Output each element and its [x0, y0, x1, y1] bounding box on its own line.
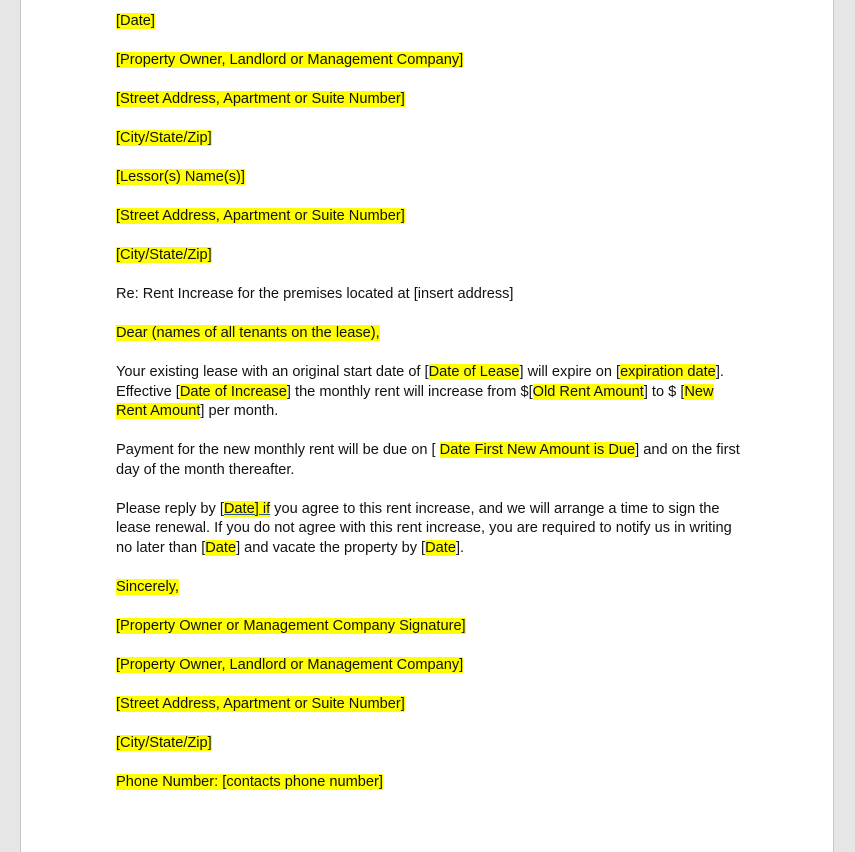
expiration-date-placeholder: expiration date [620, 364, 716, 380]
signer-owner-placeholder: [Property Owner, Landlord or Management Company] [116, 656, 464, 673]
sender-owner-placeholder: [Property Owner, Landlord or Management Company] [116, 52, 464, 68]
sender-street-line [116, 90, 741, 110]
closing-placeholder: Sincerely, [116, 578, 179, 595]
sender-owner-line [116, 51, 741, 71]
date-line [116, 12, 741, 32]
recipient-name-line [116, 168, 741, 188]
reply-text-2: you agree to this rent increase, and we will arrange a time to sign the lease renewal. If you do not agree with this rent increase, you are required to notify us in writing no later than [ [116, 500, 732, 556]
vacate-date-placeholder: Date [425, 539, 456, 556]
recipient-city-line [116, 246, 741, 266]
lease-text-4: ] the monthly rent will increase from $[ [286, 383, 533, 400]
lease-paragraph [116, 363, 741, 422]
recipient-name-placeholder: [Lessor(s) Name(s)] [116, 169, 245, 185]
notify-date-placeholder: Date [205, 539, 237, 556]
reply-paragraph [116, 500, 741, 559]
reply-text-4: ]. [455, 539, 465, 556]
reply-date-placeholder: Date] if [223, 500, 271, 517]
date-of-increase-placeholder: Date of Increase [179, 383, 287, 400]
reply-text-1: Please reply by [ [116, 500, 224, 517]
recipient-street-placeholder: [Street Address, Apartment or Suite Number] [116, 208, 405, 224]
lease-text-3: ]. Effective [ [116, 364, 724, 400]
document-page [20, 0, 834, 852]
lease-text-6: ] per month. [200, 403, 279, 419]
signature-placeholder: [Property Owner or Management Company Signature] [116, 617, 466, 634]
payment-text-1: Payment for the new monthly rent will be due on [ [116, 442, 440, 458]
signer-street-line [116, 695, 741, 715]
date-placeholder: [Date] [116, 13, 155, 29]
signer-street-placeholder: [Street Address, Apartment or Suite Number] [116, 695, 405, 712]
signature-line [116, 617, 741, 637]
signer-city-placeholder: [City/State/Zip] [116, 734, 212, 751]
sender-city-placeholder: [City/State/Zip] [116, 130, 212, 146]
re-line: Re: Rent Increase for the premises located at [insert address] [116, 286, 514, 302]
signer-owner-line [116, 656, 741, 676]
reply-text-3: ] and vacate the property by [ [236, 539, 426, 556]
lease-text-5: ] to $ [ [643, 383, 685, 400]
old-rent-placeholder: Old Rent Amount [532, 383, 644, 400]
payment-text-2: ] and on the first day of the month thereafter. [116, 442, 740, 478]
date-of-lease-placeholder: Date of Lease [428, 364, 520, 380]
sender-street-placeholder: [Street Address, Apartment or Suite Number] [116, 91, 405, 107]
new-rent-placeholder: New Rent Amount [116, 383, 714, 419]
recipient-street-line [116, 207, 741, 227]
closing-line [116, 578, 741, 598]
phone-line [116, 773, 741, 793]
salutation-line [116, 324, 741, 344]
signer-city-line [116, 734, 741, 754]
phone-placeholder: Phone Number: [contacts phone number] [116, 773, 383, 790]
first-due-date-placeholder: Date First New Amount is Due [439, 442, 636, 458]
lease-text-1: Your existing lease with an original start date of [ [116, 364, 429, 380]
letter-body[interactable] [116, 12, 741, 812]
salutation-placeholder: Dear (names of all tenants on the lease), [116, 325, 380, 341]
payment-paragraph [116, 441, 741, 480]
lease-text-2: ] will expire on [ [519, 364, 621, 380]
sender-city-line [116, 129, 741, 149]
recipient-city-placeholder: [City/State/Zip] [116, 247, 212, 263]
